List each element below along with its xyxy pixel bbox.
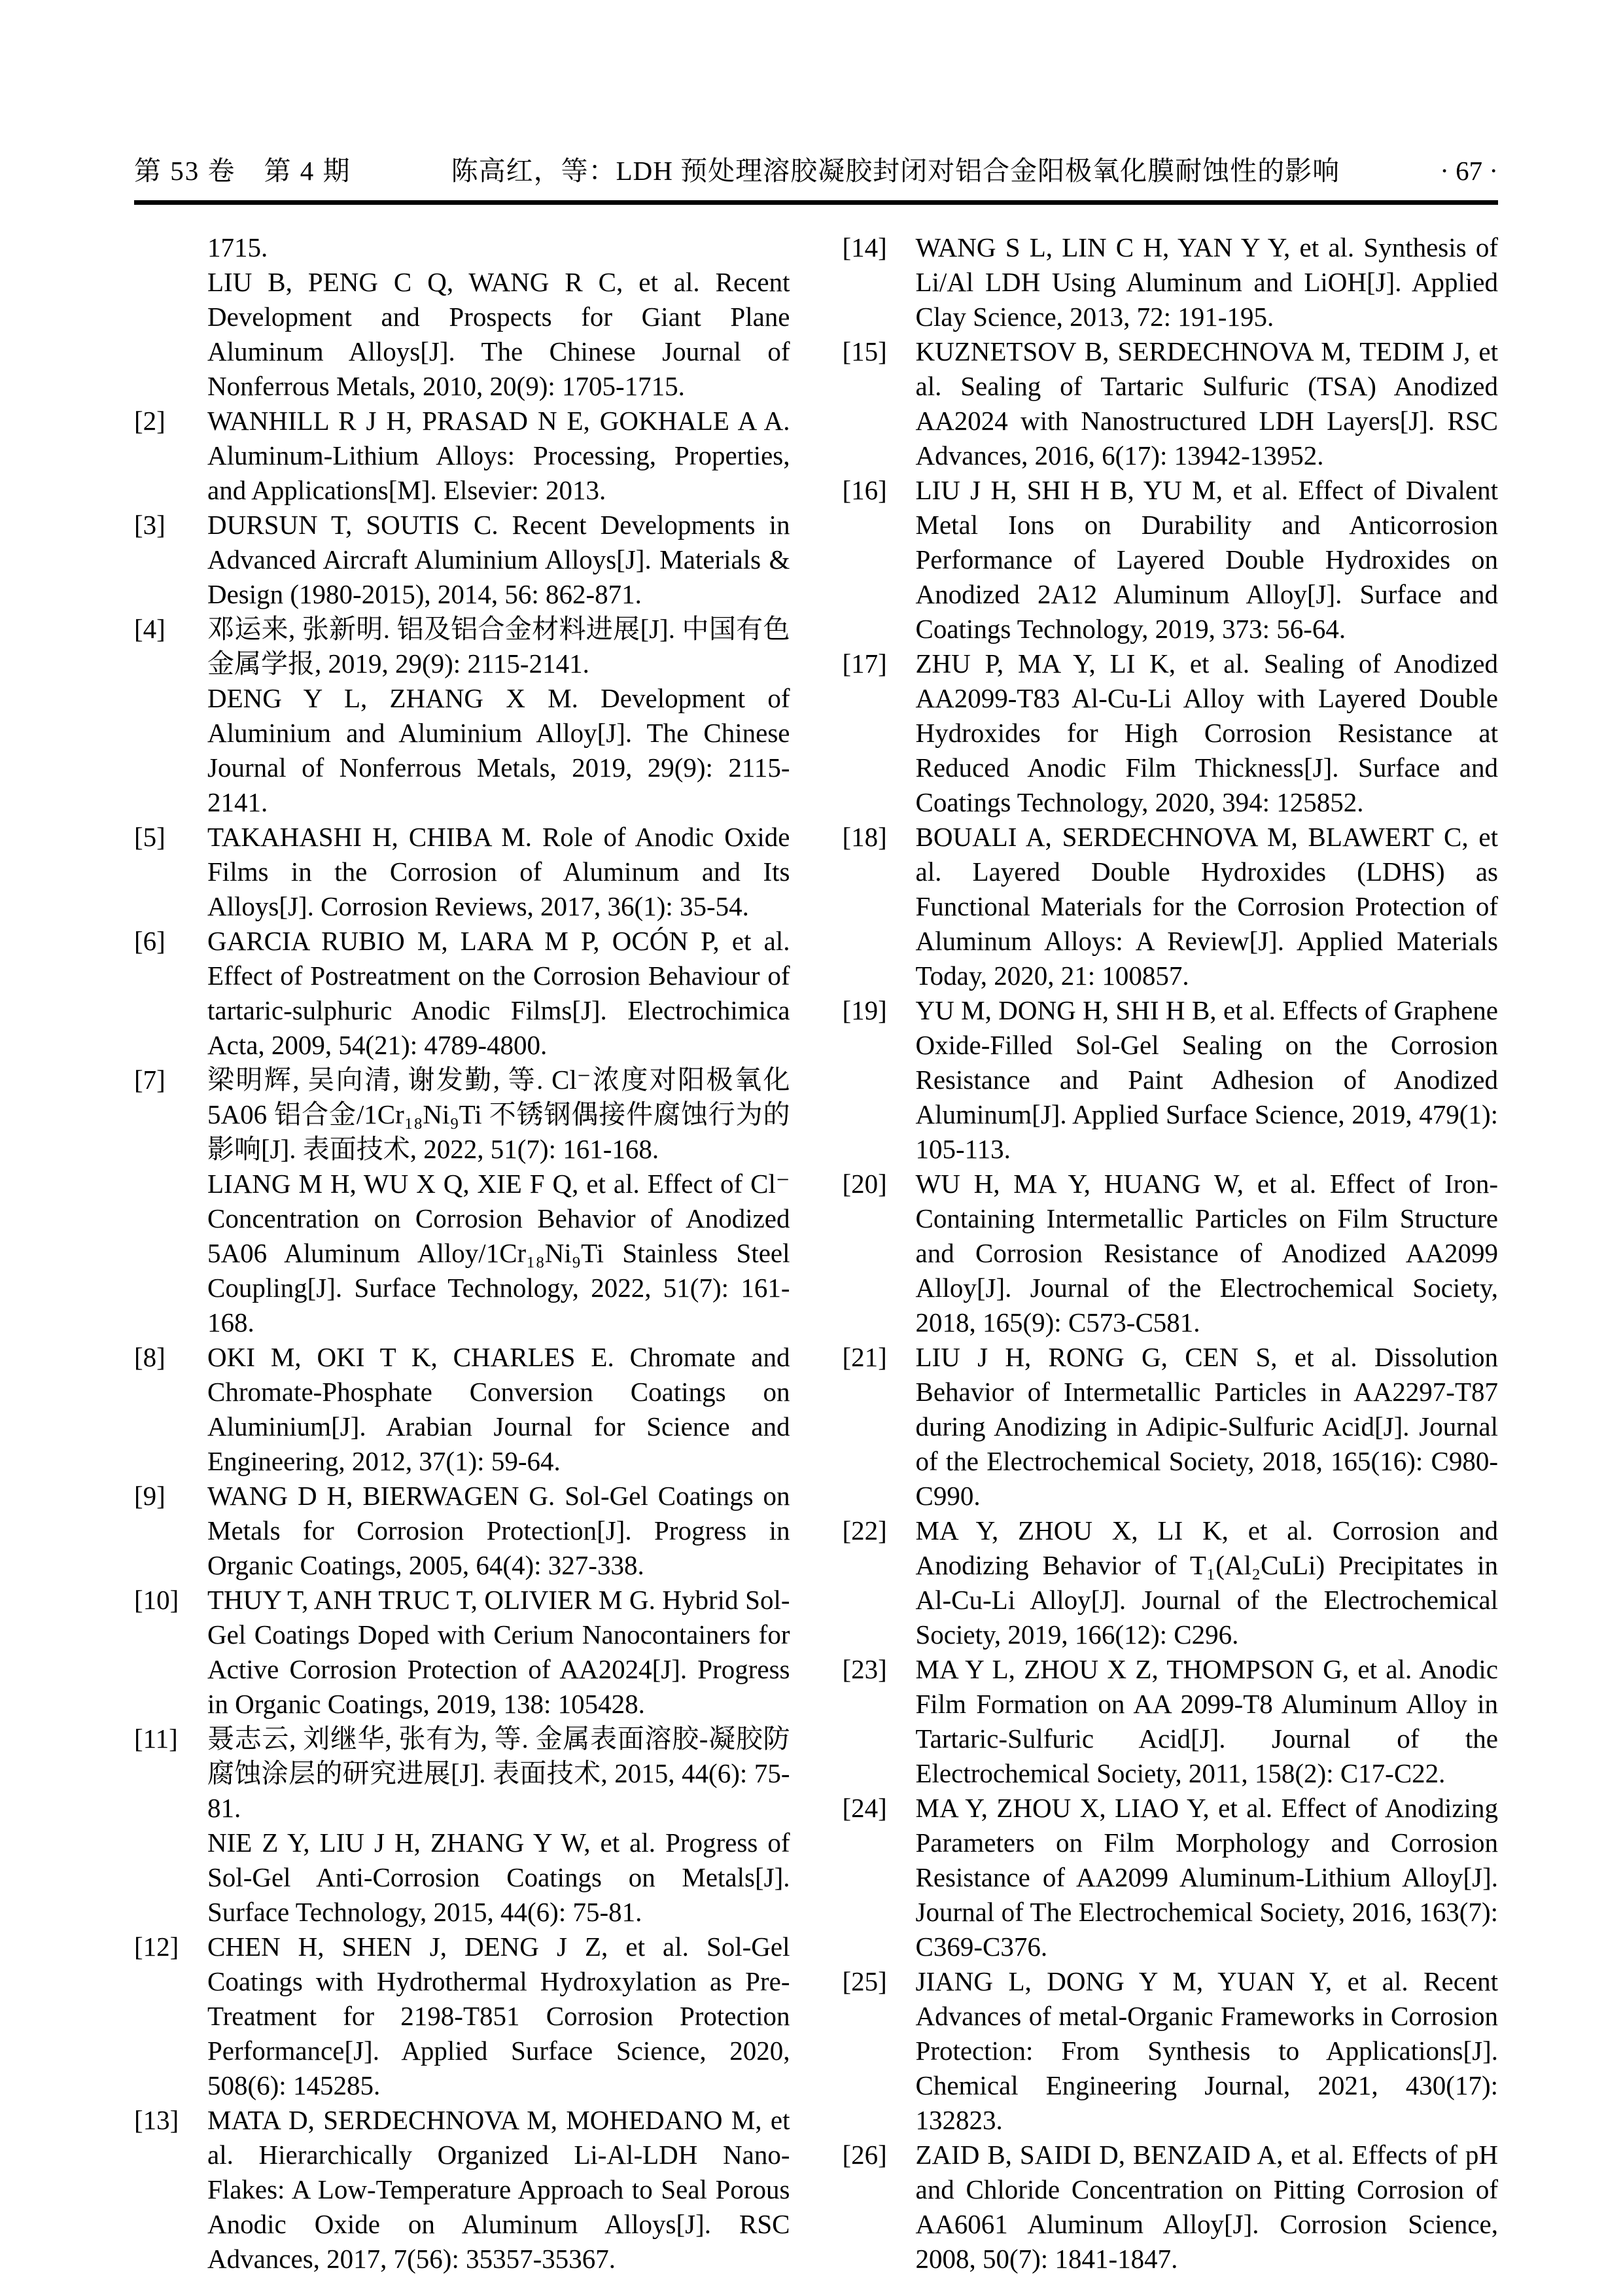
reference-number: [17] [842,648,887,679]
reference-number: [5] [134,822,166,852]
reference-item [843,1964,1499,2138]
reference-item [134,612,790,681]
reference-number: [19] [842,995,887,1025]
reference-number: [25] [842,1966,887,1996]
reference-text: MA Y, ZHOU X, LIAO Y, et al. Effect of Anodizing Parameters on Film Morphology and Corrosion Resistance of AA2099 Aluminum-Lithium Alloy[J]. Journal of The Electrochemical Society, 2016, 163(7): C369-C376. [915,1793,1498,1962]
header-rule [134,200,1498,205]
reference-text: MA Y, ZHOU X, LI K, et al. Corrosion and Anodizing Behavior of T₁(Al₂CuLi) Precipitates in Al-Cu-Li Alloy[J]. Journal of the Electrochemical Society, 2019, 166(12): C296. [915,1515,1498,1650]
references-right-column [843,230,1499,2276]
reference-number: [10] [134,1585,179,1615]
reference-text: 梁明辉, 吴向清, 谢发勤, 等. Cl⁻浓度对阳极氧化 5A06 铝合金/1Cr₁₈Ni₉Ti 不锈钢偶接件腐蚀行为的影响[J]. 表面技术, 2022, 51(7): 161-168. [207,1065,790,1164]
reference-text: WANHILL R J H, PRASAD N E, GOKHALE A A. Aluminum-Lithium Alloys: Processing, Properties, and Applications[M]. Elsevier: 2013. [207,406,790,505]
reference-item [843,1513,1499,1652]
reference-text: 邓运来, 张新明. 铝及铝合金材料进展[J]. 中国有色金属学报, 2019, 29(9): 2115-2141. [207,614,790,679]
reference-number: [21] [842,1342,887,1372]
reference-text: JIANG L, DONG Y M, YUAN Y, et al. Recent Advances of metal-Organic Frameworks in Corrosion Protection: From Synthesis to Applications[J]. Chemical Engineering Journal, 2021, 430(17): 132823. [915,1966,1498,2135]
reference-item [843,646,1499,820]
reference-number: [11] [134,1723,178,1754]
reference-number: [3] [134,510,166,540]
reference-item [843,820,1499,993]
reference-text: ZAID B, SAIDI D, BENZAID A, et al. Effects of pH and Chloride Concentration on Pitting Corrosion of AA6061 Aluminum Alloy[J]. Corrosion Science, 2008, 50(7): 1841-1847. [915,2140,1498,2274]
page-header [134,154,1498,187]
reference-item [843,230,1499,334]
reference-item [843,473,1499,646]
reference-text: ZHU P, MA Y, LI K, et al. Sealing of Anodized AA2099-T83 Al-Cu-Li Alloy with Layered Double Hydroxides for High Corrosion Resistance at Reduced Anodic Film Thickness[J]. Surface and Coatings Technology, 2020, 394: 125852. [915,648,1498,817]
reference-text: TAKAHASHI H, CHIBA M. Role of Anodic Oxide Films in the Corrosion of Aluminum and Its Alloys[J]. Corrosion Reviews, 2017, 36(1): 35-54. [207,822,790,921]
reference-text: MA Y L, ZHOU X Z, THOMPSON G, et al. Anodic Film Formation on AA 2099-T8 Aluminum Alloy in Tartaric-Sulfuric Acid[J]. Journal of the Electrochemical Society, 2011, 158(2): C17-C22. [915,1654,1498,1788]
reference-number: [23] [842,1654,887,1684]
reference-item [134,820,790,924]
reference-number: [2] [134,406,166,436]
reference-number: [22] [842,1515,887,1545]
reference-text: LIU J H, SHI H B, YU M, et al. Effect of Divalent Metal Ions on Durability and Anticorrosion Performance of Layered Double Hydroxides on Anodized 2A12 Aluminum Alloy[J]. Surface and Coatings Technology, 2019, 373: 56-64. [915,475,1498,644]
reference-item [134,2103,790,2276]
references-section [134,230,1498,2276]
reference-continuation [134,230,790,265]
references-left-column [134,230,790,2276]
reference-text: MATA D, SERDECHNOVA M, MOHEDANO M, et al. Hierarchically Organized Li-Al-LDH Nano-Flakes: A Low-Temperature Approach to Seal Porous Anodic Oxide on Aluminum Alloys[J]. RSC Advances, 2017, 7(56): 35357-35367. [207,2105,790,2274]
reference-number: [8] [134,1342,166,1372]
reference-text: WANG S L, LIN C H, YAN Y Y, et al. Synthesis of Li/Al LDH Using Aluminum and LiOH[J]. Applied Clay Science, 2013, 72: 191-195. [915,232,1498,332]
reference-text: DURSUN T, SOUTIS C. Recent Developments in Advanced Aircraft Aluminium Alloys[J]. Materials & Design (1980-2015), 2014, 56: 862-871. [207,510,790,609]
reference-number: [24] [842,1793,887,1823]
reference-text: OKI M, OKI T K, CHARLES E. Chromate and Chromate-Phosphate Conversion Coatings on Aluminium[J]. Arabian Journal for Science and Engineering, 2012, 37(1): 59-64. [207,1342,790,1476]
reference-text: KUZNETSOV B, SERDECHNOVA M, TEDIM J, et al. Sealing of Tartaric Sulfuric (TSA) Anodized AA2024 with Nanostructured LDH Layers[J]. RSC Advances, 2016, 6(17): 13942-13952. [915,336,1498,470]
reference-text: THUY T, ANH TRUC T, OLIVIER M G. Hybrid Sol-Gel Coatings Doped with Cerium Nanocontainers for Active Corrosion Protection of AA2024[J]. Progress in Organic Coatings, 2019, 138: 105428. [207,1585,790,1719]
reference-item [843,993,1499,1167]
reference-text: LIU J H, RONG G, CEN S, et al. Dissolution Behavior of Intermetallic Particles in AA2297-T87 during Anodizing in Adipic-Sulfuric Acid[J]. Journal of the Electrochemical Society, 2018, 165(16): C980-C990. [915,1342,1498,1511]
reference-item [134,1340,790,1479]
reference-item [134,1479,790,1583]
volume-issue: 第 53 卷 第 4 期 [134,156,351,186]
reference-text: CHEN H, SHEN J, DENG J Z, et al. Sol-Gel Coatings with Hydrothermal Hydroxylation as Pre-Treatment for 2198-T851 Corrosion Protection Performance[J]. Applied Surface Science, 2020, 508(6): 145285. [207,1932,790,2100]
page-number: · 67 · [1440,156,1498,186]
reference-item [843,1791,1499,1964]
reference-text: 聂志云, 刘继华, 张有为, 等. 金属表面溶胶-凝胶防腐蚀涂层的研究进展[J]. 表面技术, 2015, 44(6): 75-81. [207,1723,790,1823]
reference-continuation [134,1167,790,1340]
reference-item [843,1652,1499,1791]
reference-item [843,334,1499,473]
reference-text: GARCIA RUBIO M, LARA M P, OCÓN P, et al. Effect of Postreatment on the Corrosion Behaviour of tartaric-sulphuric Anodic Films[J]. Electrochimica Acta, 2009, 54(21): 4789-4800. [207,926,790,1060]
reference-continuation [134,681,790,820]
reference-number: [4] [134,614,166,644]
reference-item [134,924,790,1063]
reference-number: [18] [842,822,887,852]
reference-item [843,2138,1499,2276]
reference-item [134,508,790,612]
reference-number: [14] [842,232,887,262]
reference-number: [20] [842,1169,887,1199]
reference-number: [16] [842,475,887,505]
reference-text: 1715. [207,232,268,262]
reference-text: BOUALI A, SERDECHNOVA M, BLAWERT C, et al. Layered Double Hydroxides (LDHS) as Functional Materials for the Corrosion Protection of Aluminum Alloys: A Review[J]. Applied Materials Today, 2020, 21: 100857. [915,822,1498,991]
reference-item [134,1063,790,1167]
reference-number: [6] [134,926,166,956]
reference-continuation [134,1826,790,1930]
reference-continuation [134,265,790,404]
reference-text: WU H, MA Y, HUANG W, et al. Effect of Iron-Containing Intermetallic Particles on Film Structure and Corrosion Resistance of Anodized AA2099 Alloy[J]. Journal of the Electrochemical Society, 2018, 165(9): C573-C581. [915,1169,1498,1337]
reference-number: [26] [842,2140,887,2170]
reference-text: LIU B, PENG C Q, WANG R C, et al. Recent Development and Prospects for Giant Plane Aluminum Alloys[J]. The Chinese Journal of Nonferrous Metals, 2010, 20(9): 1705-1715. [207,267,790,401]
reference-item [134,1930,790,2103]
reference-text: WANG D H, BIERWAGEN G. Sol-Gel Coatings on Metals for Corrosion Protection[J]. Progress in Organic Coatings, 2005, 64(4): 327-338. [207,1481,790,1580]
reference-number: [7] [134,1065,166,1095]
reference-text: NIE Z Y, LIU J H, ZHANG Y W, et al. Progress of Sol-Gel Anti-Corrosion Coatings on Metals[J]. Surface Technology, 2015, 44(6): 75-81. [207,1828,790,1927]
reference-item [843,1340,1499,1513]
reference-item [134,404,790,508]
running-title: 陈高红，等：LDH 预处理溶胶凝胶封闭对铝合金阳极氧化膜耐蚀性的影响 [451,156,1340,186]
reference-text: DENG Y L, ZHANG X M. Development of Aluminium and Aluminium Alloy[J]. The Chinese Journal of Nonferrous Metals, 2019, 29(9): 2115-2141. [207,683,790,817]
reference-item [843,1167,1499,1340]
reference-number: [9] [134,1481,166,1511]
reference-number: [13] [134,2105,179,2135]
reference-number: [12] [134,1932,179,1962]
reference-item [134,1583,790,1722]
reference-text: LIANG M H, WU X Q, XIE F Q, et al. Effect of Cl⁻ Concentration on Corrosion Behavior of Anodized 5A06 Aluminum Alloy/1Cr₁₈Ni₉Ti Stainless Steel Coupling[J]. Surface Technology, 2022, 51(7): 161-168. [207,1169,790,1337]
reference-number: [15] [842,336,887,366]
reference-text: YU M, DONG H, SHI H B, et al. Effects of Graphene Oxide-Filled Sol-Gel Sealing on the Corrosion Resistance and Paint Adhesion of Anodized Aluminum[J]. Applied Surface Science, 2019, 479(1): 105-113. [915,995,1498,1164]
reference-item [134,1722,790,1826]
